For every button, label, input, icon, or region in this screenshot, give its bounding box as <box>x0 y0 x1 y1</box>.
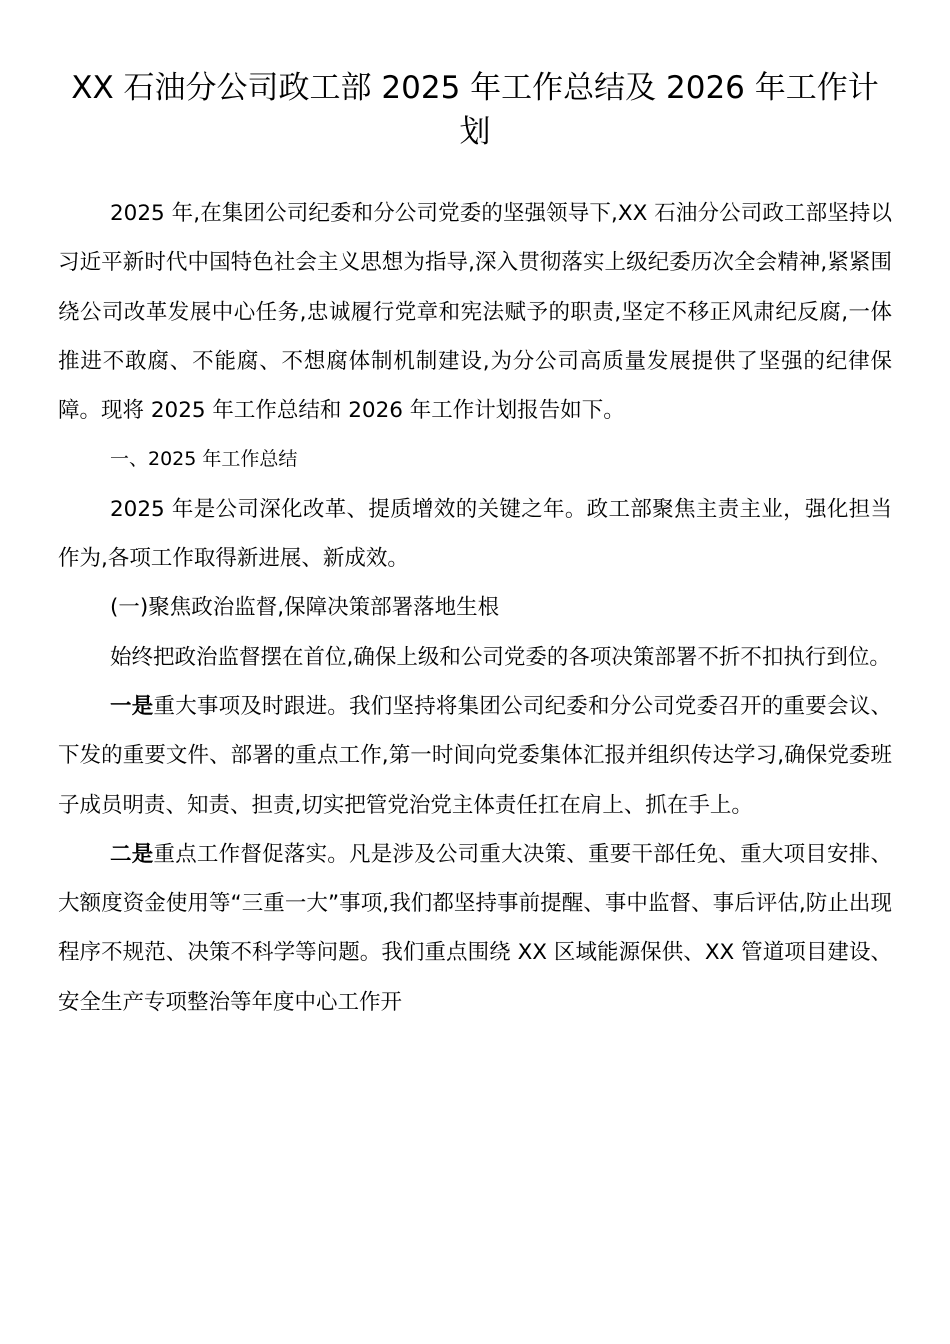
summary-paragraph: 2025 年是公司深化改革、提质增效的关键之年。政工部聚焦主责主业，强化担当作为,各项工作取得新进展、新成效。 <box>58 496 892 572</box>
political-supervision-paragraph: 始终把政治监督摆在首位,确保上级和公司党委的各项决策部署不折不扣执行到位。 <box>110 644 891 670</box>
document-body <box>58 189 892 1027</box>
item-text-1: 重大事项及时跟进。我们坚持将集团公司纪委和分公司党委召开的重要会议、下发的重要文件、部署的重点工作,第一时间向党委集体汇报并组织传达学习,确保党委班子成员明责、知责、担责,切实把管党治党主体责任扛在肩上、抓在手上。 <box>58 693 892 818</box>
intro-paragraph: 2025 年,在集团公司纪委和分公司党委的坚强领导下,XX 石油分公司政工部坚持以习近平新时代中国特色社会主义思想为指导,深入贯彻落实上级纪委历次全会精神,紧紧围绕公司改革发展中心任务,忠诚履行党章和宪法赋予的职责,坚定不移正风肃纪反腐,一体推进不敢腐、不能腐、不想腐体制机制建设,为分公司高质量发展提供了坚强的纪律保障。现将 2025 年工作总结和 2026 年工作计划报告如下。 <box>58 201 892 424</box>
item-lead-2: 二是 <box>110 841 154 867</box>
document-title: XX 石油分公司政工部 2025 年工作总结及 2026 年工作计划 <box>71 70 879 150</box>
item-paragraph-2 <box>58 830 892 1027</box>
section-heading-2025-summary: 一、2025 年工作总结 <box>110 448 298 471</box>
item-text-2: 重点工作督促落实。凡是涉及公司重大决策、重要干部任免、重大项目安排、大额度资金使用等“三重一大”事项,我们都坚持事前提醒、事中监督、事后评估,防止出现程序不规范、决策不科学等问题。我们重点围绕 XX 区域能源保供、XX 管道项目建设、安全生产专项整治等年度中心工作开 <box>58 841 892 1015</box>
subsection-heading-political-supervision: (一)聚焦政治监督,保障决策部署落地生根 <box>110 595 500 621</box>
item-paragraph-1 <box>58 682 892 830</box>
item-lead-1: 一是 <box>110 693 154 719</box>
